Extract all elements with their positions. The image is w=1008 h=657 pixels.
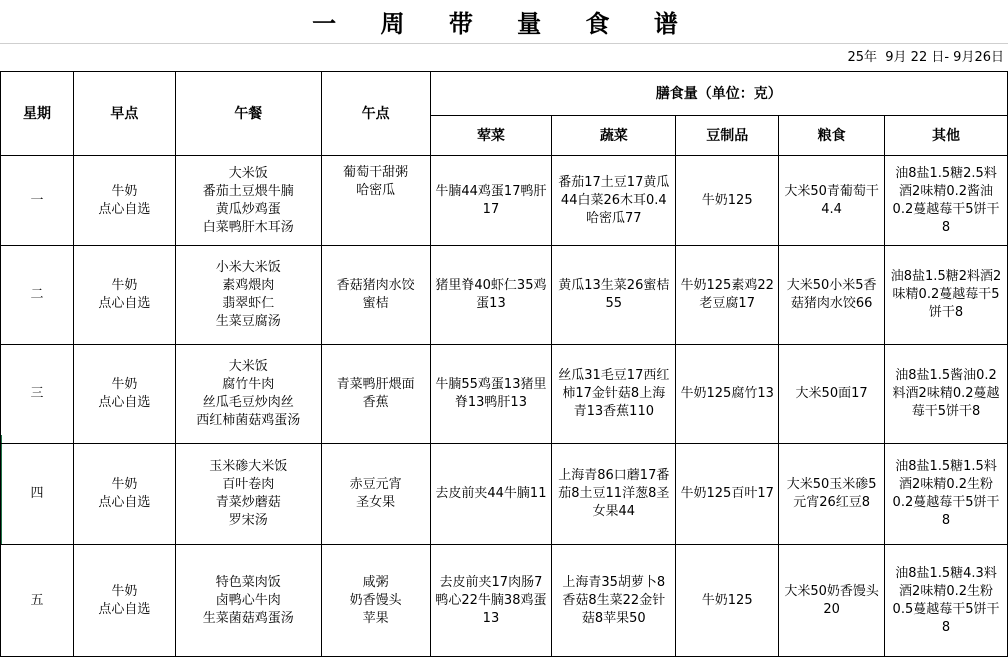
meat-cell: 猪里脊40虾仁35鸡蛋13 [430, 246, 552, 345]
header-veg: 蔬菜 [552, 116, 676, 156]
bean-cell: 牛奶125 [676, 156, 779, 246]
table-row [1, 545, 1008, 657]
day-cell: 一 [1, 156, 74, 246]
table-row [1, 345, 1008, 444]
grain-cell: 大米50奶香馒头20 [779, 545, 885, 657]
veg-cell: 上海青86口蘑17番茄8土豆11洋葱8圣女果44 [552, 444, 676, 545]
date-range: 25年 9月 22 日- 9月26日 [847, 50, 1004, 65]
day-cell: 四 [1, 444, 74, 545]
grain-cell: 大米50青葡萄干4.4 [779, 156, 885, 246]
veg-cell: 丝瓜31毛豆17西红柿17金针菇8上海青13香蕉110 [552, 345, 676, 444]
lunch-cell: 特色菜肉饭 卤鸭心牛肉 生菜菌菇鸡蛋汤 [175, 545, 321, 657]
header-bean: 豆制品 [676, 116, 779, 156]
header-lunch: 午餐 [175, 72, 321, 156]
page-title: 一 周 带 量 食 谱 [0, 0, 1008, 44]
meat-cell: 牛腩44鸡蛋17鸭肝17 [430, 156, 552, 246]
meat-cell: 去皮前夹17肉肠7鸭心22牛腩38鸡蛋13 [430, 545, 552, 657]
header-snack: 午点 [321, 72, 430, 156]
other-cell: 油8盐1.5酱油0.2料酒2味精0.2蔓越莓干5饼干8 [885, 345, 1008, 444]
veg-cell: 番茄17土豆17黄瓜44白菜26木耳0.4哈密瓜77 [552, 156, 676, 246]
day-cell: 二 [1, 246, 74, 345]
bean-cell: 牛奶125百叶17 [676, 444, 779, 545]
bean-cell: 牛奶125 [676, 545, 779, 657]
breakfast-cell: 牛奶 点心自选 [73, 246, 175, 345]
snack-cell: 香菇猪肉水饺 蜜桔 [321, 246, 430, 345]
header-day: 星期 [1, 72, 74, 156]
header-grain: 粮食 [779, 116, 885, 156]
meat-cell: 去皮前夹44牛腩11 [430, 444, 552, 545]
veg-cell: 黄瓜13生菜26蜜桔55 [552, 246, 676, 345]
breakfast-cell: 牛奶 点心自选 [73, 156, 175, 246]
header-breakfast: 早点 [73, 72, 175, 156]
breakfast-cell: 牛奶 点心自选 [73, 545, 175, 657]
bean-cell: 牛奶125腐竹13 [676, 345, 779, 444]
snack-cell: 葡萄干甜粥 哈密瓜 [321, 156, 430, 246]
table-row [1, 246, 1008, 345]
lunch-cell: 小米大米饭 素鸡煨肉 翡翠虾仁 生菜豆腐汤 [175, 246, 321, 345]
menu-table [0, 71, 1008, 657]
lunch-cell: 玉米碜大米饭 百叶卷肉 青菜炒蘑菇 罗宋汤 [175, 444, 321, 545]
snack-cell: 咸粥 奶香馒头 苹果 [321, 545, 430, 657]
header-intake-group: 膳食量（单位：克） [430, 72, 1007, 116]
meat-cell: 牛腩55鸡蛋13猪里脊13鸭肝13 [430, 345, 552, 444]
day-cell: 三 [1, 345, 74, 444]
header-meat: 荤菜 [430, 116, 552, 156]
other-cell: 油8盐1.5糖4.3料酒2味精0.2生粉0.5蔓越莓干5饼干8 [885, 545, 1008, 657]
other-cell: 油8盐1.5糖2.5料酒2味精0.2酱油0.2蔓越莓干5饼干8 [885, 156, 1008, 246]
header-other: 其他 [885, 116, 1008, 156]
lunch-cell: 大米饭 番茄土豆煨牛腩 黄瓜炒鸡蛋 白菜鸭肝木耳汤 [175, 156, 321, 246]
day-cell: 五 [1, 545, 74, 657]
veg-cell: 上海青35胡萝卜8香菇8生菜22金针菇8苹果50 [552, 545, 676, 657]
other-cell: 油8盐1.5糖1.5料酒2味精0.2生粉0.2蔓越莓干5饼干8 [885, 444, 1008, 545]
table-row [1, 444, 1008, 545]
bean-cell: 牛奶125素鸡22老豆腐17 [676, 246, 779, 345]
table-row [1, 156, 1008, 246]
lunch-cell: 大米饭 腐竹牛肉 丝瓜毛豆炒肉丝 西红柿菌菇鸡蛋汤 [175, 345, 321, 444]
grain-cell: 大米50小米5香菇猪肉水饺66 [779, 246, 885, 345]
breakfast-cell: 牛奶 点心自选 [73, 444, 175, 545]
other-cell: 油8盐1.5糖2料酒2味精0.2蔓越莓干5饼干8 [885, 246, 1008, 345]
grain-cell: 大米50面17 [779, 345, 885, 444]
breakfast-cell: 牛奶 点心自选 [73, 345, 175, 444]
grain-cell: 大米50玉米碜5元宵26红豆8 [779, 444, 885, 545]
snack-cell: 赤豆元宵 圣女果 [321, 444, 430, 545]
snack-cell: 青菜鸭肝煨面 香蕉 [321, 345, 430, 444]
